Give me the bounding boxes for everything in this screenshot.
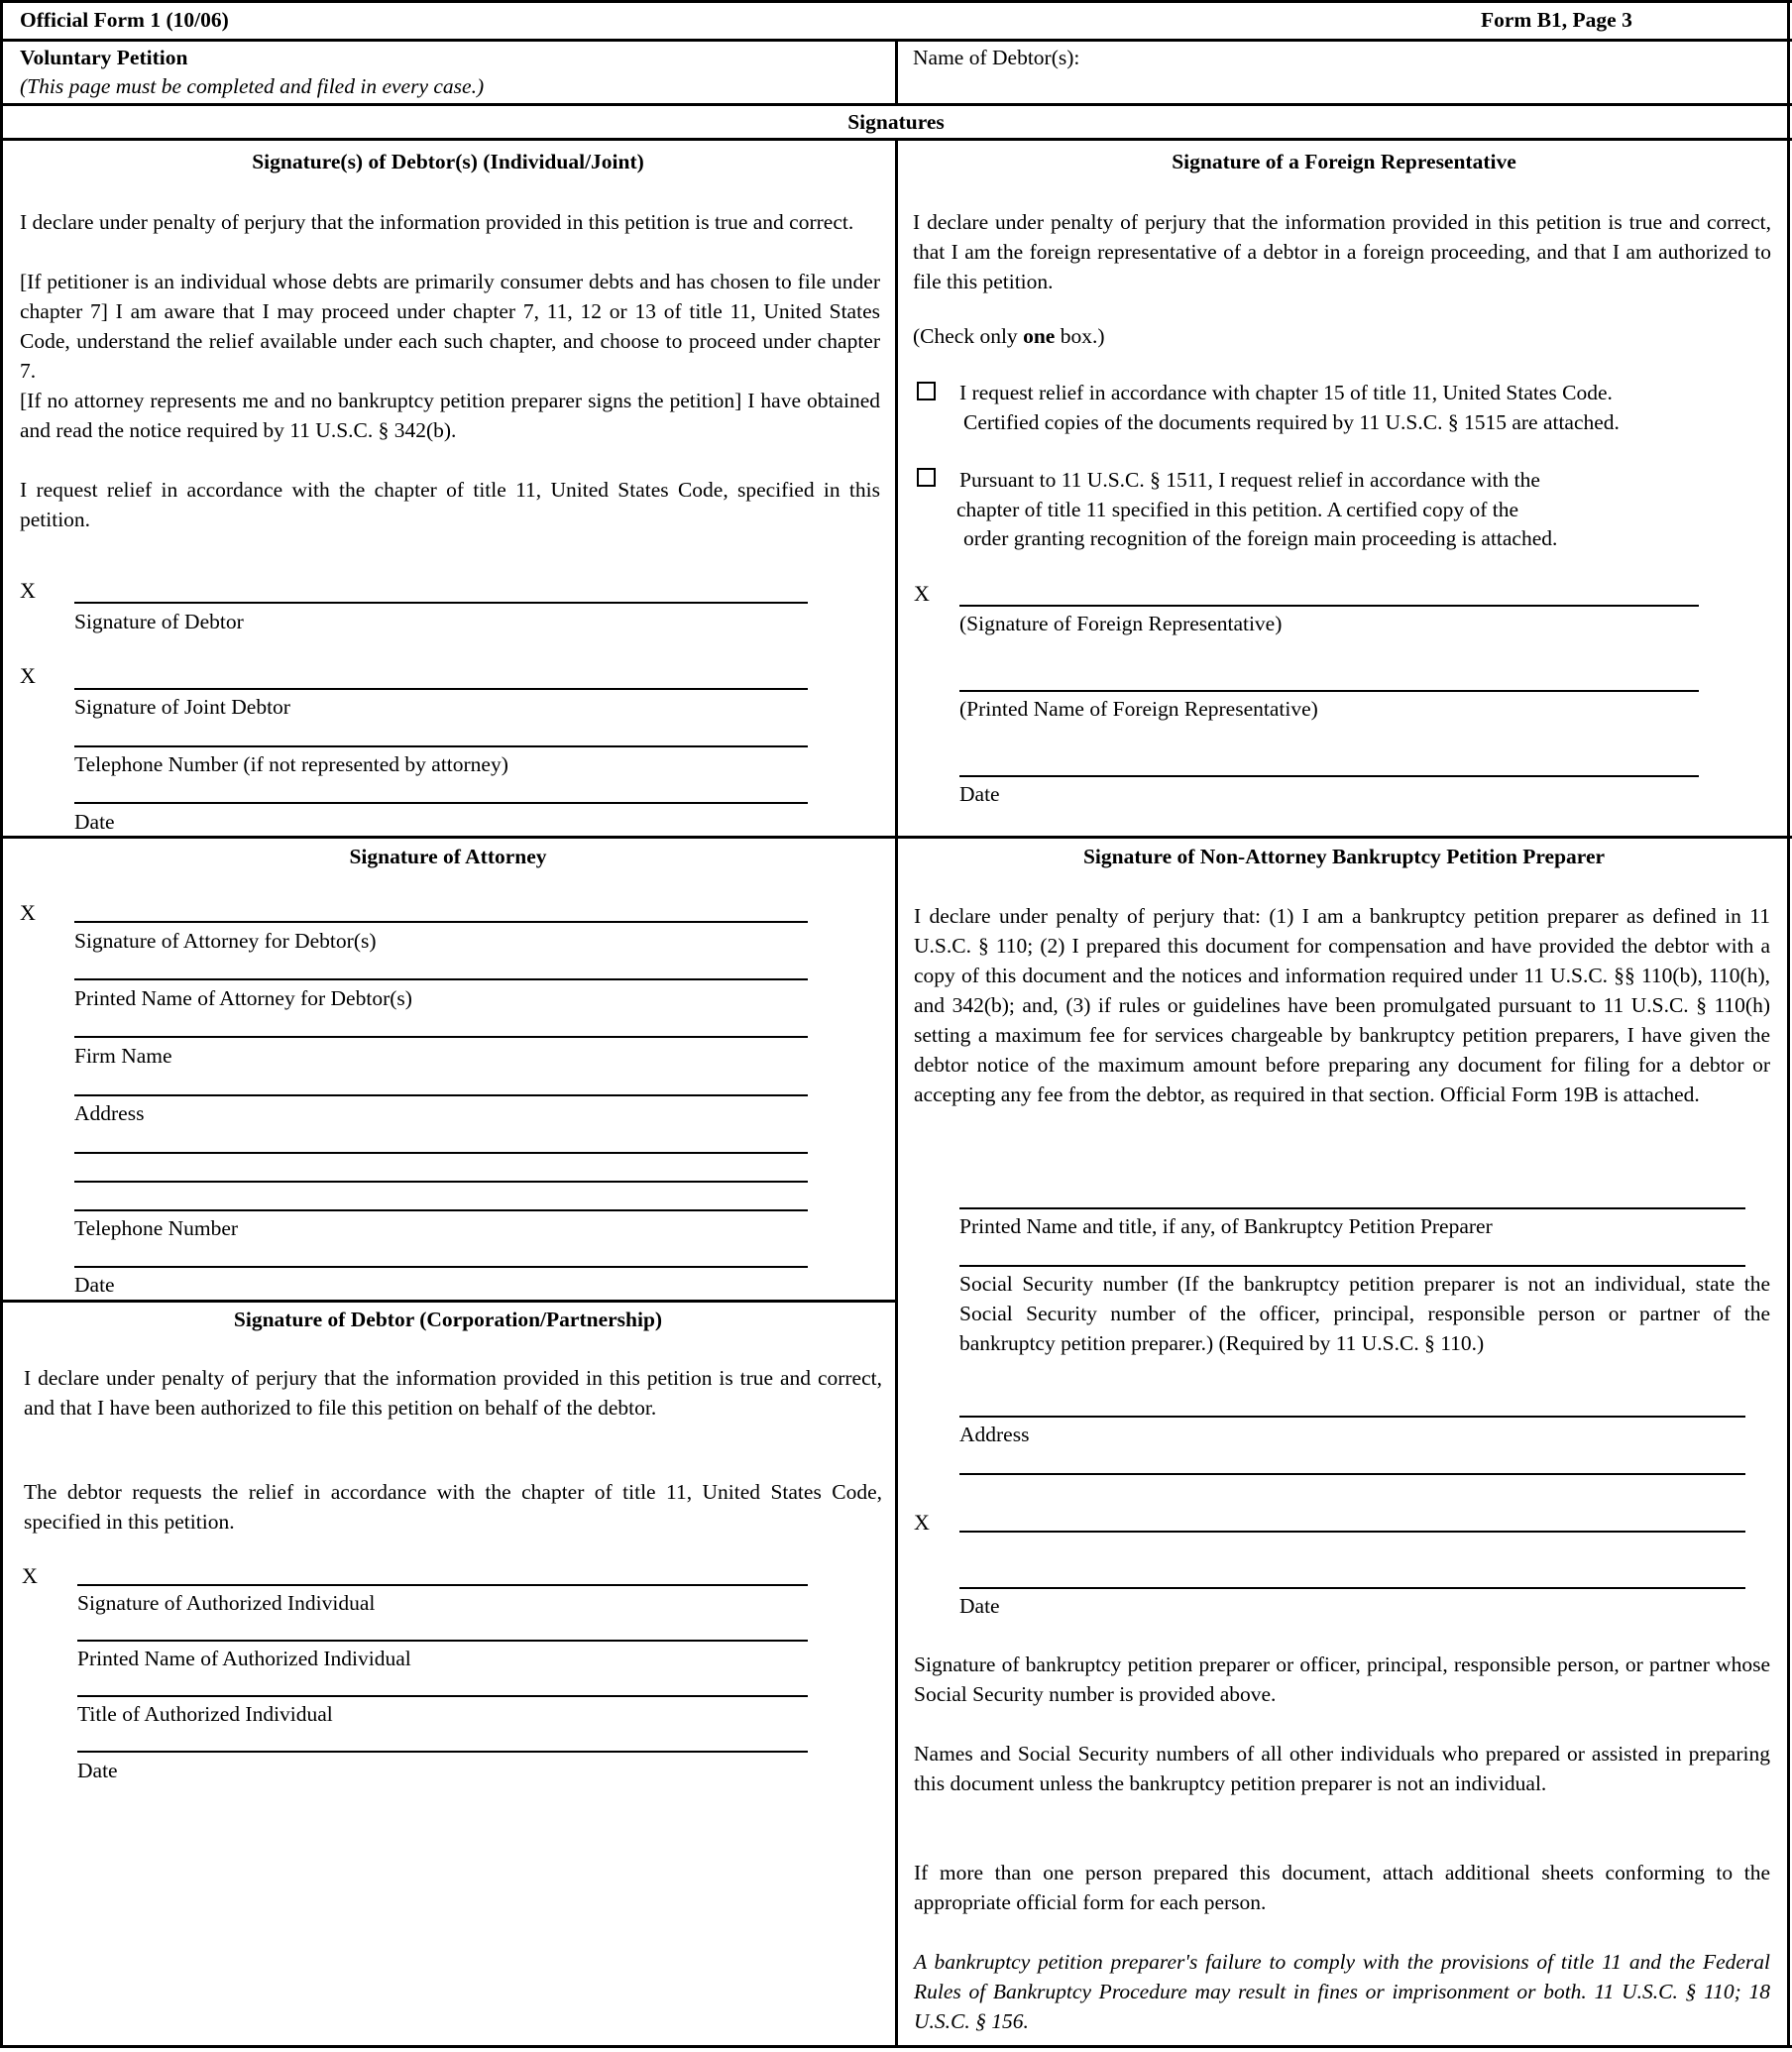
paragraph: I declare under penalty of perjury that the information provided in this petition is true and correct, and that I have been authorized to file this petition on behalf of the debtor.: [24, 1366, 882, 1420]
address-line-2[interactable]: [959, 1473, 1745, 1475]
field-label: Address: [74, 1101, 145, 1125]
field-label: Telephone Number (if not represented by attorney): [74, 752, 508, 776]
printed-name-authorized-line[interactable]: [77, 1640, 808, 1642]
border-right: [1787, 0, 1790, 2048]
signature-preparer-line[interactable]: [959, 1531, 1745, 1533]
field-label: Social Security number (If the bankruptcy petition preparer is not an individual, state the Social Security number of the officer, principal, responsible person or partner of the bankruptcy petition preparer.) (Required by 11 U.S.C. § 110.): [959, 1272, 1770, 1355]
signature-debtor-line[interactable]: [74, 602, 808, 604]
divider-attorney-corp: [0, 1300, 898, 1303]
option-text: chapter of title 11 specified in this petition. A certified copy of the: [956, 498, 1518, 521]
section-title: Signature of Attorney: [349, 845, 547, 868]
field-label: Date: [77, 1759, 118, 1782]
section-title: Signature of Debtor (Corporation/Partnership): [233, 1308, 663, 1331]
checkbox-chapter-15[interactable]: [917, 382, 936, 400]
telephone-line[interactable]: [74, 745, 808, 747]
checkbox-section-1511[interactable]: [917, 468, 936, 487]
border-top: [0, 0, 1792, 3]
x-mark: X: [914, 1510, 930, 1535]
page-label: Form B1, Page 3: [1481, 8, 1632, 32]
date-line[interactable]: [74, 1266, 808, 1268]
paragraph: I request relief in accordance with the chapter of title 11, United States Code, specified in this petition.: [20, 478, 880, 531]
check-instruction: [913, 321, 1104, 351]
signature-foreign-rep-line[interactable]: [959, 605, 1699, 607]
field-label: Date: [74, 810, 115, 834]
section-title: Signature(s) of Debtor(s) (Individual/Joint): [252, 150, 644, 173]
field-label: Printed Name and title, if any, of Bankruptcy Petition Preparer: [959, 1214, 1493, 1238]
x-mark: X: [20, 900, 36, 925]
printed-name-preparer-line[interactable]: [959, 1207, 1745, 1209]
section-title: Signature of a Foreign Representative: [1172, 150, 1516, 173]
option-text: Pursuant to 11 U.S.C. § 1511, I request relief in accordance with the: [959, 468, 1540, 492]
x-mark: X: [20, 663, 36, 688]
printed-name-foreign-rep-line[interactable]: [959, 690, 1699, 692]
option-text: I request relief in accordance with chapter 15 of title 11, United States Code.: [959, 381, 1613, 404]
check-instruction-bold: one: [1023, 324, 1056, 348]
date-line[interactable]: [959, 775, 1699, 777]
field-label: Signature of Authorized Individual: [77, 1591, 376, 1615]
form-id: Official Form 1 (10/06): [20, 8, 229, 32]
field-label: Printed Name of Attorney for Debtor(s): [74, 986, 412, 1010]
x-mark: X: [20, 578, 36, 603]
field-label: Signature of Debtor: [74, 610, 244, 633]
address-line[interactable]: [74, 1094, 808, 1096]
field-label: Firm Name: [74, 1044, 172, 1068]
x-mark: X: [22, 1563, 38, 1588]
field-label: Signature of Joint Debtor: [74, 695, 290, 719]
field-label: (Printed Name of Foreign Representative): [959, 697, 1318, 721]
note: If more than one person prepared this document, attach additional sheets conforming to the appropriate official form for each person.: [914, 1861, 1770, 1914]
address-line[interactable]: [959, 1416, 1745, 1418]
note: Signature of bankruptcy petition preparer or officer, principal, responsible person, or partner whose Social Security number is provided above.: [914, 1653, 1770, 1706]
paragraph: I declare under penalty of perjury that the information provided in this petition is true and correct, that I am the foreign representative of a debtor in a foreign proceeding, and that I am authorized to file this petition.: [913, 210, 1771, 293]
field-label: Address: [959, 1423, 1030, 1446]
title-authorized-line[interactable]: [77, 1695, 808, 1697]
field-label: Date: [959, 1594, 1000, 1618]
firm-name-line[interactable]: [74, 1036, 808, 1038]
warning-text: A bankruptcy petition preparer's failure to comply with the provisions of title 11 and the Federal Rules of Bankruptcy Procedure may result in fines or imprisonment or both. 11 U.S.C. § 110; 18 U.S.C. § 156.: [914, 1950, 1770, 2033]
signatures-heading: Signatures: [847, 110, 945, 134]
date-line[interactable]: [77, 1751, 808, 1753]
check-instruction-pre: (Check only: [913, 324, 1024, 348]
check-instruction-post: box.): [1055, 324, 1105, 348]
paragraph: The debtor requests the relief in accordance with the chapter of title 11, United States Code, specified in this petition.: [24, 1480, 882, 1534]
paragraph: [If no attorney represents me and no bankruptcy petition preparer signs the petition] I have obtained and read the notice required by 11 U.S.C. § 342(b).: [20, 389, 880, 442]
address-line-3[interactable]: [74, 1181, 808, 1183]
field-label: Title of Authorized Individual: [77, 1702, 333, 1726]
note: Names and Social Security numbers of all other individuals who prepared or assisted in preparing this document unless the bankruptcy petition preparer is not an individual.: [914, 1742, 1770, 1795]
telephone-line[interactable]: [74, 1209, 808, 1211]
field-label: Printed Name of Authorized Individual: [77, 1647, 411, 1670]
field-label: Date: [959, 782, 1000, 806]
debtor-name-field[interactable]: [1090, 45, 1774, 100]
paragraph: I declare under penalty of perjury that the information provided in this petition is true and correct.: [20, 210, 854, 234]
option-text: order granting recognition of the foreign main proceeding is attached.: [963, 526, 1558, 550]
divider-center-top: [895, 40, 898, 104]
signature-authorized-line[interactable]: [77, 1584, 808, 1586]
printed-name-attorney-line[interactable]: [74, 978, 808, 980]
field-label: Signature of Attorney for Debtor(s): [74, 929, 377, 953]
address-line-2[interactable]: [74, 1152, 808, 1154]
paragraph: I declare under penalty of perjury that: (1) I am a bankruptcy petition preparer as defined in 11 U.S.C. § 110; (2) I prepared this document for compensation and have provided the debtor with a copy of this document and the notices and information required under 11 U.S.C. §§ 110(b), 110(h), and 342(b); and, (3) if rules or guidelines have been promulgated pursuant to 11 U.S.C. § 110(h) setting a maximum fee for services chargeable by bankruptcy petition preparers, I have given the debtor notice of the maximum amount before preparing any document for filing for a debtor or accepting any fee from the debtor, as required in that section. Official Form 19B is attached.: [914, 904, 1770, 1106]
field-label: Date: [74, 1273, 115, 1297]
paragraph: [If petitioner is an individual whose debts are primarily consumer debts and has chosen to file under chapter 7] I am aware that I may proceed under chapter 7, 11, 12 or 13 of title 11, United States Code, understand the relief available under each such chapter, and choose to proceed under chapter 7.: [20, 270, 880, 383]
divider-mid: [0, 836, 1792, 839]
field-label: (Signature of Foreign Representative): [959, 612, 1283, 635]
divider-center: [895, 139, 898, 2047]
signature-attorney-line[interactable]: [74, 921, 808, 923]
petition-subtitle: (This page must be completed and filed in every case.): [20, 74, 485, 98]
petition-title: Voluntary Petition: [20, 46, 188, 69]
option-text: Certified copies of the documents required by 11 U.S.C. § 1515 are attached.: [963, 410, 1620, 434]
date-line[interactable]: [74, 802, 808, 804]
ssn-line[interactable]: [959, 1265, 1745, 1267]
date-line[interactable]: [959, 1587, 1745, 1589]
border-left: [0, 0, 3, 2048]
signature-joint-debtor-line[interactable]: [74, 688, 808, 690]
x-mark: X: [914, 581, 930, 606]
field-label: Telephone Number: [74, 1216, 239, 1240]
debtor-name-label: Name of Debtor(s):: [913, 46, 1080, 69]
section-title: Signature of Non-Attorney Bankruptcy Petition Preparer: [1082, 845, 1606, 868]
